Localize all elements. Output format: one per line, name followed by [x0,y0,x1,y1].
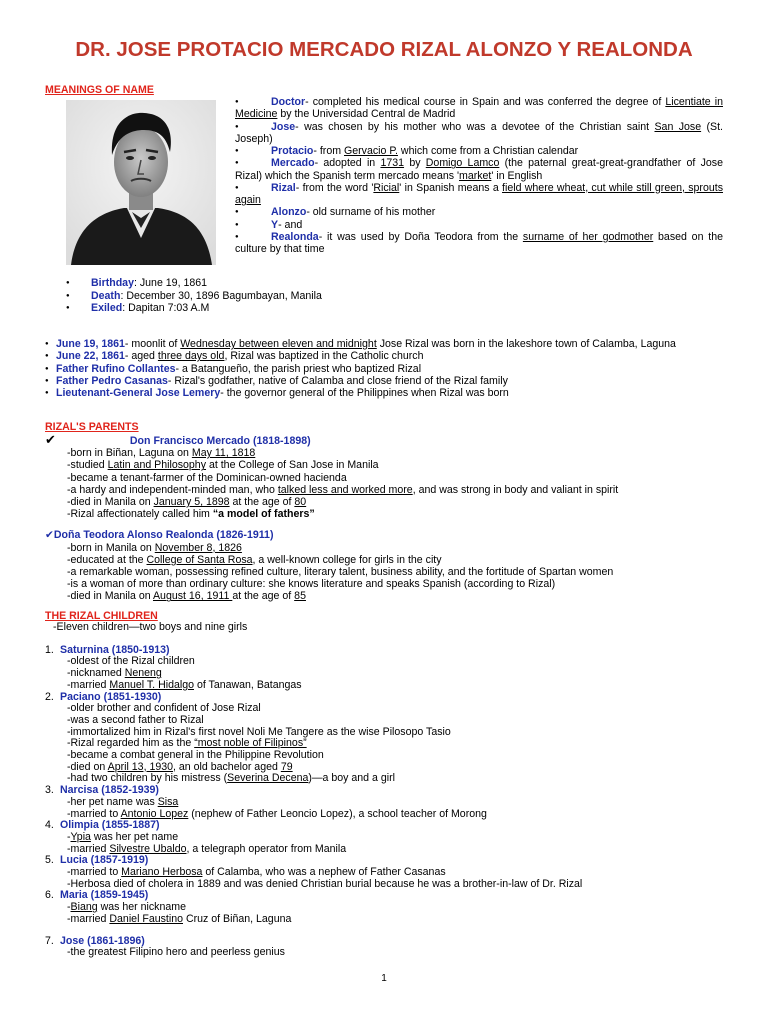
list-item: -a remarkable woman, possessing refined culture, literary talent, business ability, and the fortitude of Spartan women [67,566,614,579]
rizal-portrait [66,100,216,265]
timeline-list [45,338,723,400]
list-item: -Ypia was her pet name [67,830,179,843]
section-heading-children: THE RIZAL CHILDREN [45,610,158,622]
list-item: -educated at the College of Santa Rosa, a well-known college for girls in the city [67,553,442,566]
bullet-icon [235,96,271,108]
parent-heading-father: ✔ Don Francisco Mercado (1818-1898) [45,432,311,447]
list-item: -had two children by his mistress (Severina Decena)—a boy and a girl [67,772,395,785]
bullet-icon [66,302,91,315]
list-item: ●June 19, 1861- moonlit of Wednesday between eleven and midnight Jose Rizal was born in the lakeshore town of Calamba, Laguna [45,338,723,350]
list-item: -older brother and confident of Jose Rizal [67,702,261,715]
child-heading: 4. Olimpia (1855-1887) [45,819,160,832]
child-heading: 2. Paciano (1851-1930) [45,690,162,703]
bullet-icon [45,350,56,362]
list-item: ●Birthday: June 19, 1861 [66,277,322,290]
list-item: -nicknamed Neneng [67,667,162,680]
list-item: ●Realonda- it was used by Doña Teodora from the surname of her godmother based on the culture by that time [235,231,723,256]
list-item: -married Daniel Faustino Cruz of Biñan, Laguna [67,912,292,925]
bullet-icon [45,338,56,350]
list-item: -married to Antonio Lopez (nephew of Father Leoncio Lopez), a school teacher of Morong [67,807,487,820]
list-item: ●Mercado- adopted in 1731 by Domigo Lamco (the paternal great-great-grandfather of Jose Rizal) which the Spanish term mercado means 'market' in English [235,157,723,182]
list-item: -a hardy and independent-minded man, who talked less and worked more, and was strong in body and valiant in spirit [67,483,619,496]
list-item: -born in Biñan, Laguna on May 11, 1818 [67,447,256,460]
list-item: ●Exiled: Dapitan 7:03 A.M [66,302,322,315]
list-item: -married Manuel T. Hidalgo of Tanawan, Batangas [67,678,302,691]
bullet-icon [66,290,91,303]
child-heading: 7. Jose (1861-1896) [45,934,145,947]
list-item: ●Father Rufino Collantes- a Batangueño, the parish priest who baptized Rizal [45,363,723,375]
bullet-icon [235,182,271,194]
list-item: ●Y- and [235,219,723,231]
bullet-icon [235,121,271,133]
list-item: -married to Mariano Herbosa of Calamba, who was a nephew of Father Casanas [67,866,446,879]
bullet-icon [235,231,271,243]
bullet-icon [235,206,271,218]
list-item: -died in Manila on August 16, 1911 at the age of 85 [67,590,306,603]
list-item: -married Silvestre Ubaldo, a telegraph operator from Manila [67,842,347,855]
bullet-icon [66,277,91,290]
checkmark-icon: ✔ [45,529,54,542]
child-heading: 3. Narcisa (1852-1939) [45,784,159,797]
child-heading: 1. Saturnina (1850-1913) [45,643,170,656]
bullet-icon [45,387,56,399]
list-item: ●Rizal- from the word 'Ricial' in Spanish means a field where wheat, cut while still green, sprouts again [235,182,723,207]
list-item: -is a woman of more than ordinary culture: she knows literature and speaks Spanish (according to Rizal) [67,578,556,591]
list-item: -oldest of the Rizal children [67,655,195,668]
list-item: -became a combat general in the Philippine Revolution [67,749,324,762]
list-item: -was a second father to Rizal [67,713,204,726]
list-item: ●Death: December 30, 1896 Bagumbayan, Manila [66,290,322,303]
list-item: -died in Manila on January 5, 1898 at the age of 80 [67,496,307,509]
list-item: -Biang was her nickname [67,901,186,914]
bullet-icon [235,157,271,169]
list-item: -born in Manila on November 8, 1826 [67,541,242,554]
list-item: ●Doctor- completed his medical course in Spain and was conferred the degree of Licentiate in Medicine by the Universidad Central de Madrid [235,96,723,121]
list-item: ●June 22, 1861- aged three days old, Rizal was baptized in the Catholic church [45,350,723,362]
checkmark-icon: ✔ [45,432,56,447]
bullet-icon [235,219,271,231]
list-item: -died on April 13, 1930, an old bachelor aged 79 [67,760,293,773]
bullet-icon [235,145,271,157]
list-item: -Rizal regarded him as the “most noble of Filipinos” [67,737,307,750]
page-number: 1 [381,973,387,984]
list-item: ●Father Pedro Casanas- Rizal's godfather, native of Calamba and close friend of the Rizal family [45,375,723,387]
parent-heading-mother: ✔Doña Teodora Alonso Realonda (1826-1911) [45,529,274,542]
list-item: -Herbosa died of cholera in 1889 and was denied Christian burial because he was a brother-in-law of Dr. Rizal [67,877,583,890]
list-item: -immortalized him in Rizal's first novel Noli Me Tangere as the wise Pilosopo Tasio [67,725,451,738]
list-item: -Rizal affectionately called him “a model of fathers” [67,508,315,521]
list-item: ●Lieutenant-General Jose Lemery- the governor general of the Philippines when Rizal was born [45,387,723,399]
list-item: -studied Latin and Philosophy at the College of San Jose in Manila [67,459,379,472]
bullet-icon [45,375,56,387]
list-item: -became a tenant-farmer of the Dominican-owned hacienda [67,471,347,484]
section-heading-meanings: MEANINGS OF NAME [45,84,154,96]
list-item: ●Alonzo- old surname of his mother [235,206,723,218]
child-heading: 6. Maria (1859-1945) [45,889,149,902]
list-item: ●Protacio- from Gervacio P. which come from a Christian calendar [235,145,723,157]
parents-section [45,434,725,603]
bullet-icon [45,363,56,375]
section-heading-parents: RIZAL'S PARENTS [45,421,139,433]
list-item: -her pet name was Sisa [67,795,179,808]
key-facts-list [66,277,322,315]
list-item: ●Jose- was chosen by his mother who was a devotee of the Christian saint San Jose (St. Joseph) [235,121,723,146]
children-section [45,622,725,959]
list-item: -the greatest Filipino hero and peerless genius [67,946,285,959]
children-intro: -Eleven children—two boys and nine girls [53,621,248,633]
child-heading: 5. Lucia (1857-1919) [45,854,149,867]
page-title: DR. JOSE PROTACIO MERCADO RIZAL ALONZO Y REALONDA [75,38,693,61]
name-meanings-list [235,96,723,255]
